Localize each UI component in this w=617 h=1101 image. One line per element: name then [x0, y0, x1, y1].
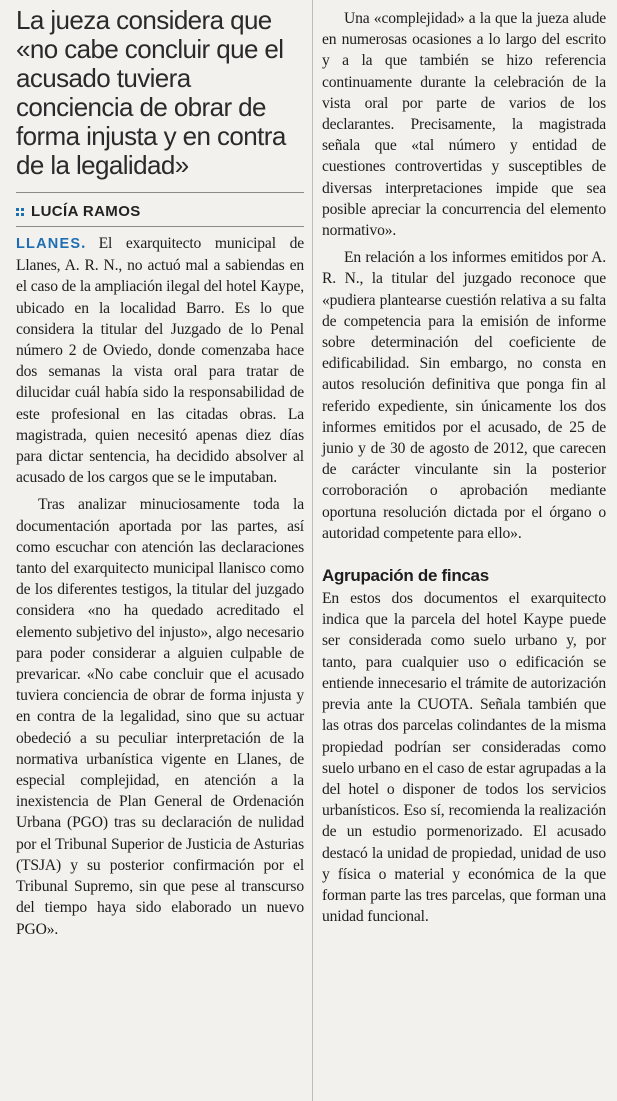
byline-dots-icon: [16, 208, 24, 216]
column-divider: [312, 0, 313, 1101]
byline: [16, 203, 304, 220]
subheading: Agrupación de fincas: [322, 566, 489, 586]
dateline-separator: .: [81, 235, 85, 252]
headline: La jueza considera que «no cabe concluir que el acusado tuviera conciencia de obrar de forma injusta y en contra de la legalidad»: [16, 5, 286, 180]
left-column: [16, 0, 304, 940]
body-paragraph-5: En estos dos documentos el exarquitecto indica que la parcela del hotel Kaype puede ser considerada como suelo urbano y, por tanto, para cualquier uso o edificación se entiende innecesario el trámite de autorización previa ante la CUOTA. Señala también que las otras dos parcelas colindantes de la misma propiedad podrían ser consideradas como suelo urbano en el caso de estar agrupadas a la del hotel o disponer de todos los servicios urbanísticos. Eso sí, recomienda la realización de un estudio pormenorizado. El acusado destacó la unidad de propiedad, unidad de uso y física o material y económica de la que forman parte las tres parcelas, que forman una unidad funcional.: [322, 590, 606, 926]
body-paragraph-2: Tras analizar minuciosamente toda la documentación aportada por las partes, así como escuchar con atención las declaraciones tanto del exarquitecto municipal llanisco como de los diferentes testigos, la titular del juzgado considera «no ha quedado acreditado el elemento subjetivo del injusto», algo necesario para poder considerar a alguien culpable de prevaricar. «No cabe concluir que el acusado tuviera conciencia de obrar de forma injusta y en contra de la legalidad, sino que su actuar obedeció a su peculiar interpretación de la normativa urbanística vigente en Llanes, de especial complejidad, en atención a la inexistencia de Plan General de Ordenación Urbana (PGO) tras su declaración de nulidad por el Tribunal Superior de Justicia de Asturias (TSJA) y su posterior confirmación por el Tribunal Supremo, sin que pese al transcurso del tiempo haya sido elaborado un nuevo PGO».: [16, 496, 304, 938]
body-paragraph-3: Una «complejidad» a la que la jueza alude en numerosas ocasiones a lo largo del escrito y a la que también se hizo referencia continuamente durante la celebración de la vista oral por parte de varios de los declarantes. Precisamente, la magistrada señala que «tal número y entidad de cuestiones controvertidas y susceptibles de diversas interpretaciones impide que sea posible apreciar la concurrencia del elemento normativo».: [322, 10, 606, 240]
lede-text: El exarquitecto municipal de Llanes, A. R. N., no actuó mal a sabiendas en el caso de la ampliación ilegal del hotel Kaype, ubicado en la localidad Barro. Es lo que considera la titular del Juzgado de lo Penal número 2 de Oviedo, donde comenzaba hace dos semanas la vista oral para tratar de dilucidar cuál había sido la responsabilidad de este profesional en las citadas obras. La magistrada, quien necesitó apenas diez días para dictar sentencia, ha decidido absolver al acusado de los cargos que se le imputaban.: [16, 235, 304, 487]
lede-paragraph: [16, 233, 304, 488]
right-column: [322, 8, 606, 927]
headline-rule: [16, 192, 304, 193]
byline-rule: [16, 226, 304, 227]
byline-author: LUCÍA RAMOS: [31, 203, 141, 220]
dateline-location: LLANES: [16, 236, 82, 252]
body-paragraph-4: En relación a los informes emitidos por A. R. N., la titular del juzgado reconoce que «pudiera plantearse cuestión relativa a su falta de competencia para la emisión de informe sobre determinación del coeficiente de edificabilidad. Sin embargo, no consta en autos resolución definitiva que ponga fin al referido expediente, sin únicamente los dos informes emitidos por el acusado, de 25 de junio y de 30 de agosto de 2012, que carecen de carácter vinculante sin la posterior corroboración o aprobación mediante oportuna resolución dictada por el órgano o autoridad competente para ello».: [322, 249, 606, 542]
